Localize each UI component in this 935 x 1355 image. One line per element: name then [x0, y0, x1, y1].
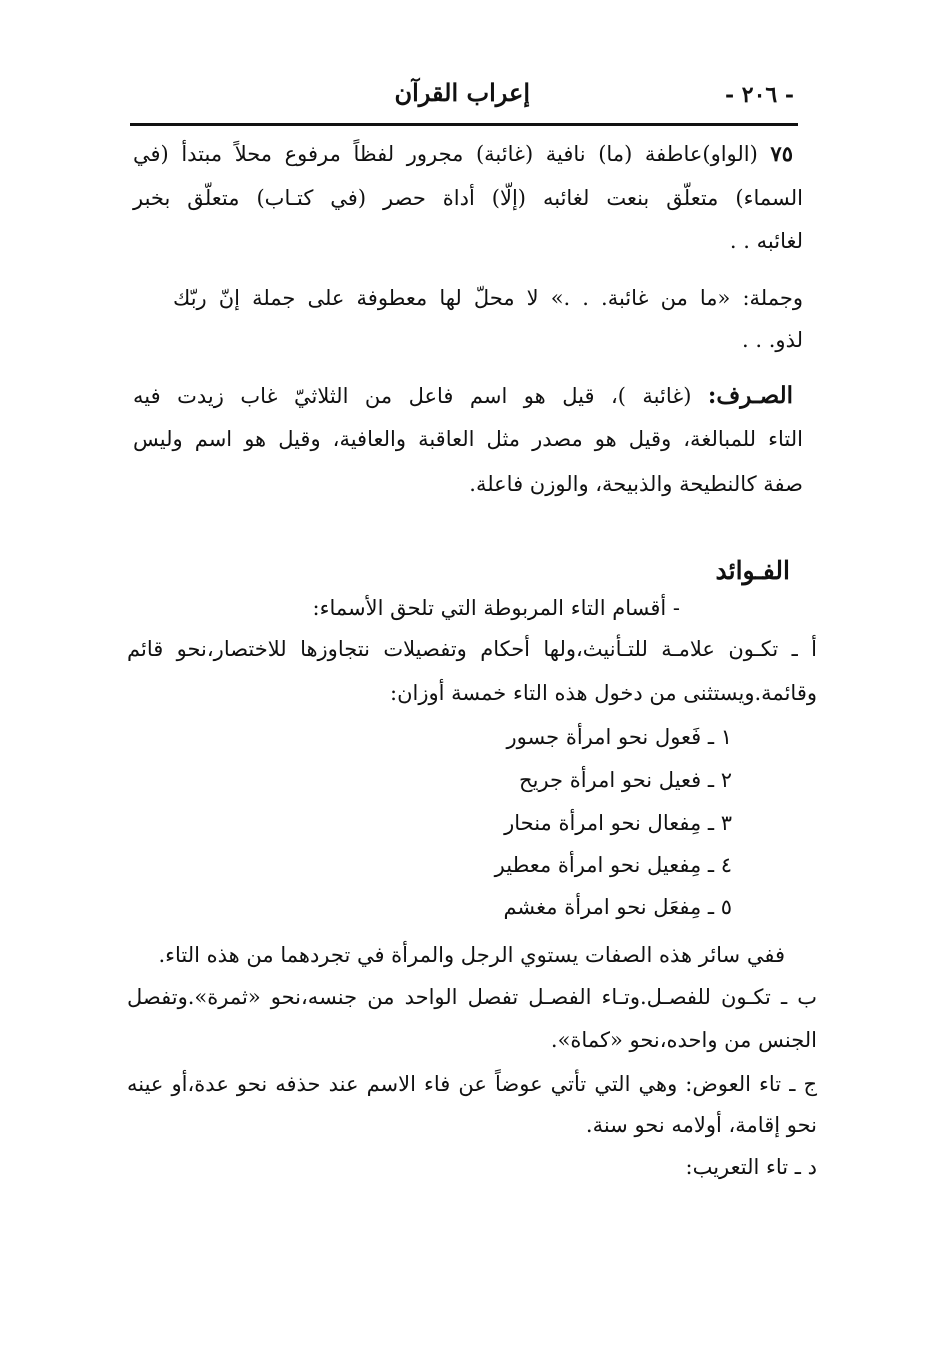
- wazn-item: ٣ ـ مِفعال نحو امرأة منحار: [504, 811, 732, 835]
- fawaid-intro: - أقسام التاء المربوطة التي تلحق الأسماء:: [312, 596, 680, 620]
- alif-line-2: وقائمة.ويستثنى من دخول هذه التاء خمسة أوزان:: [390, 681, 817, 705]
- header-rule: [130, 123, 798, 126]
- ba-line-2: الجنس من واحده،نحو «كماة».: [550, 1028, 817, 1052]
- running-title: إعراب القرآن: [394, 78, 530, 107]
- wazn-item: ١ ـ فَعول نحو امرأة جسور: [506, 725, 732, 749]
- verse-number: ٧٥: [770, 141, 793, 166]
- alif-line-1: أ ـ تكـون علامـة للتـأنيث،ولها أحكام وتفصيلات نتجاوزها للاختصار،نحو قائم: [127, 637, 817, 661]
- page-number: - ٢٠٦ -: [724, 82, 794, 108]
- irab-line-3: لغائبه . .: [729, 229, 803, 253]
- dal-line: د ـ تاء التعريب:: [685, 1155, 817, 1179]
- irab-line-1: ٧٥ (الواو)عاطفة (ما) نافية (غائبة) مجرور لفظاً مرفوع محلاً مبتدأ (في: [133, 141, 793, 166]
- fawaid-summary: ففي سائر هذه الصفات يستوي الرجل والمرأة في تجردهما من هذه التاء.: [158, 943, 785, 967]
- wazn-item: ٤ ـ مِفعيل نحو امرأة معطير: [494, 853, 732, 877]
- sarf-line-1: الصـرف: (غائبة )، قيل هو اسم فاعل من الثلاثيّ غاب زيدت فيه: [133, 382, 793, 409]
- jim-line-1: ج ـ تاء العوض: وهي التي تأتي عوضاً عن فاء الاسم عند حذفه نحو عدة،أو عينه: [127, 1072, 817, 1096]
- sentence-line-2: لذو. . .: [742, 328, 803, 352]
- ba-line-1: ب ـ تكـون للفصـل.وتـاء الفصـل تفصل الواحد من جنسه،نحو «ثمرة».وتفصل: [127, 985, 817, 1009]
- wazn-item: ٢ ـ فعيل نحو امرأة جريح: [519, 768, 732, 792]
- jim-line-2: نحو إقامة، أولامه نحو سنة.: [585, 1113, 817, 1137]
- sentence-line-1: وجملة: «ما من غائبة. . .» لا محلّ لها معطوفة على جملة إنّ ربّك: [173, 286, 803, 310]
- irab-line-2: السماء) متعلّق بنعت لغائبه (إلّا) أداة حصر (في كتـاب) متعلّق بخبر: [133, 186, 803, 210]
- sarf-line-2: التاء للمبالغة، وقيل هو مصدر مثل العاقبة والعافية، وقيل هو اسم وليس: [133, 427, 803, 451]
- page-header: [130, 74, 798, 120]
- sarf-line-3: صفة كالنطيحة والذبيحة، والوزن فاعلة.: [469, 472, 803, 496]
- sarf-label: الصـرف:: [707, 382, 793, 409]
- wazn-item: ٥ ـ مِفعَل نحو امرأة مغشم: [503, 895, 732, 919]
- fawaid-heading: الفـوائد: [715, 556, 790, 585]
